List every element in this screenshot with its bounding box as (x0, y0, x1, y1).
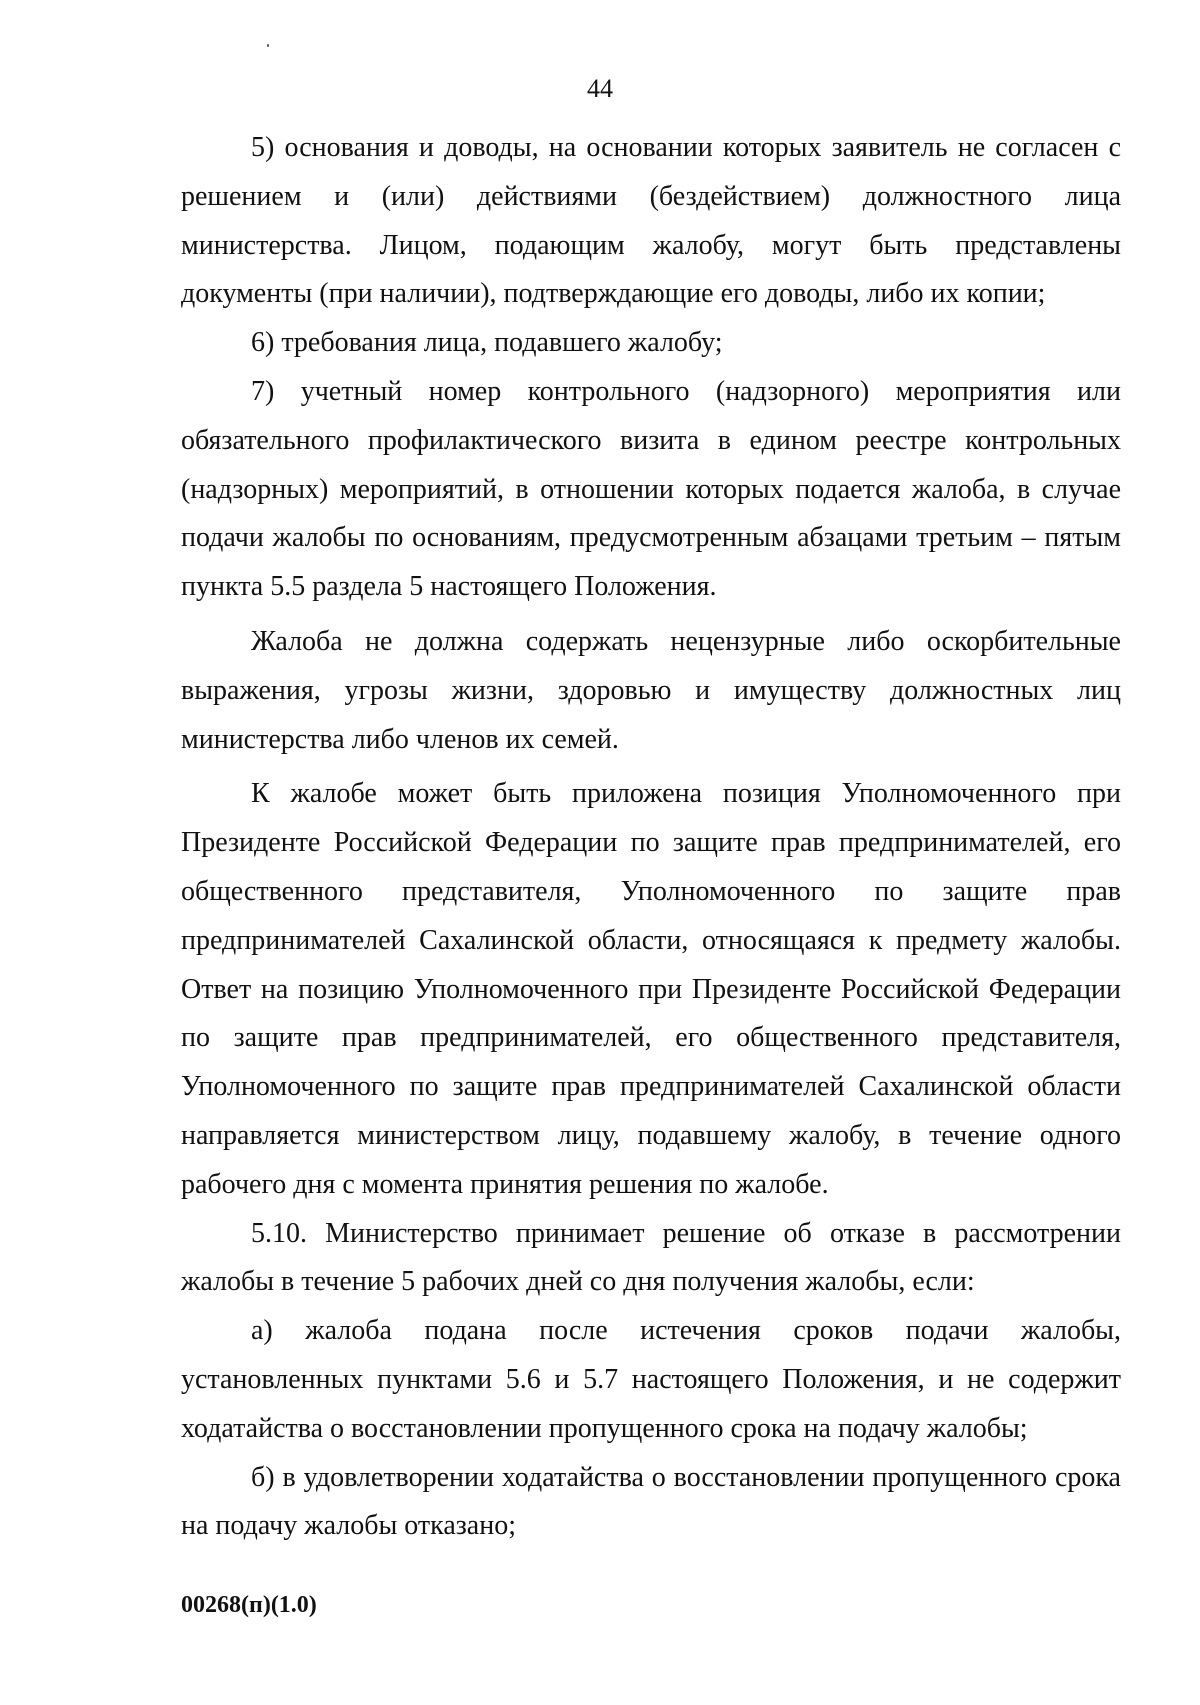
paragraph-5-10: 5.10. Министерство принимает решение об отказе в рассмотрении жалобы в течение 5 рабочих дней со дня получения жалобы, если: (181, 1217, 1121, 1298)
paragraph-complaint-content: Жалоба не должна содержать нецензурные либо оскорбительные выражения, угрозы жизни, здоровью и имуществу должностных лиц министерства либо членов их семей. (181, 625, 1121, 755)
paragraph-item-5: 5) основания и доводы, на основании которых заявитель не согласен с решением и (или) действиями (бездействием) должностного лица министерства. Лицом, подающим жалобу, могут быть представлены документы (при наличии), подтверждающие его доводы, либо их копии; (181, 132, 1121, 310)
paragraph-item-6: 6) требования лица, подавшего жалобу; (251, 327, 723, 359)
document-body (181, 124, 1121, 1551)
page-number: 44 (587, 74, 613, 103)
scan-speck (267, 44, 269, 47)
document-code: 00268(п)(1.0) (181, 1592, 317, 1618)
paragraph-item-7: 7) учетный номер контрольного (надзорного) мероприятия или обязательного профилактического визита в едином реестре контрольных (надзорных) мероприятий, в отношении которых подается жалоба, в случае подачи жалобы по основаниям, предусмотренным абзацами третьим – пятым пункта 5.5 раздела 5 настоящего Положения. (181, 375, 1121, 603)
paragraph-item-b: б) в удовлетворении ходатайства о восстановлении пропущенного срока на подачу жалобы отказано; (181, 1461, 1121, 1542)
paragraph-ombudsman-position: К жалобе может быть приложена позиция Уполномоченного при Президенте Российской Федерации по защите прав предпринимателей, его общественного представителя, Уполномоченного по защите прав предпринимателей Сахалинской области, относящаяся к предмету жалобы. Ответ на позицию Уполномоченного при Президенте Российской Федерации по защите прав предпринимателей, его общественного представителя, Уполномоченного по защите прав предпринимателей Сахалинской области направляется министерством лицу, подавшему жалобу, в течение одного рабочего дня с момента принятия решения по жалобе. (181, 778, 1121, 1200)
paragraph-item-a: а) жалоба подана после истечения сроков подачи жалобы, установленных пунктами 5.6 и 5.7 настоящего Положения, и не содержит ходатайства о восстановлении пропущенного срока на подачу жалобы; (181, 1315, 1121, 1444)
